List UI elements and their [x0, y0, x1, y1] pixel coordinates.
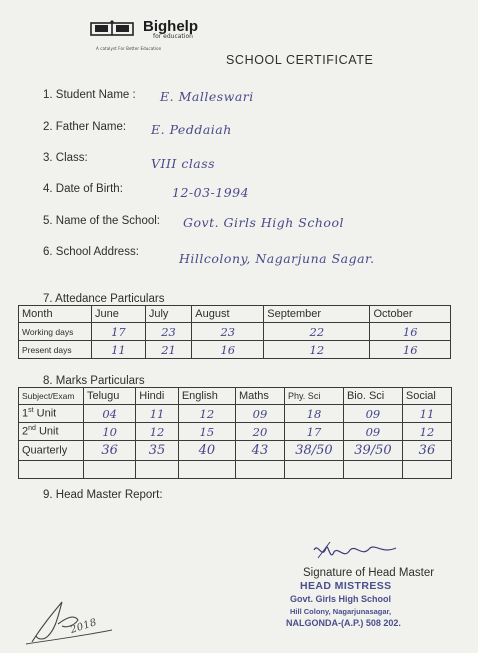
table-cell: 12 — [264, 341, 370, 359]
table-cell — [84, 461, 136, 479]
table-cell: 36 — [84, 441, 136, 461]
signature-caption: Signature of Head Master — [303, 567, 435, 579]
attendance-heading: 7. Attedance Particulars — [43, 293, 165, 305]
marks-heading: 8. Marks Particulars — [43, 375, 145, 387]
field-label-class: 3. Class: — [43, 152, 88, 164]
table-cell — [343, 461, 402, 479]
table-cell: 39/50 — [343, 441, 402, 461]
field-label-student-name: 1. Student Name : — [43, 89, 136, 101]
row-label-text: Unit — [35, 425, 59, 438]
table-cell: 16 — [192, 341, 264, 359]
table-row — [19, 423, 452, 441]
table-header-cell: July — [145, 306, 191, 323]
brand-subtitle: for education — [153, 33, 193, 40]
table-row-empty — [19, 461, 452, 479]
table-cell: 04 — [84, 405, 136, 423]
table-header-cell: Phy. Sci — [284, 388, 343, 405]
attendance-header-row — [19, 306, 451, 323]
table-row — [19, 405, 452, 423]
table-header-cell: Month — [19, 306, 92, 323]
table-cell — [136, 461, 179, 479]
table-cell: 09 — [343, 423, 402, 441]
row-label-suffix: nd — [28, 425, 36, 433]
book-logo-icon — [90, 20, 134, 36]
field-label-father-name: 2. Father Name: — [43, 121, 127, 133]
table-cell: 17 — [92, 323, 146, 341]
table-cell: 17 — [284, 423, 343, 441]
table-cell: 21 — [145, 341, 191, 359]
field-value-school-address: Hillcolony, Nagarjuna Sagar. — [179, 251, 375, 266]
row-label-number: 2 — [22, 425, 29, 438]
row-label — [19, 423, 84, 441]
table-cell: 12 — [178, 405, 235, 423]
table-row — [19, 323, 451, 341]
field-label-school-name: 5. Name of the School: — [43, 215, 160, 227]
field-label-school-address: 6. School Address: — [43, 246, 139, 258]
stamp-line-title: HEAD MISTRESS — [300, 580, 392, 592]
table-header-cell: English — [178, 388, 235, 405]
row-label: Present days — [19, 341, 92, 359]
table-cell: 36 — [402, 441, 451, 461]
table-cell: 23 — [145, 323, 191, 341]
table-cell: 43 — [235, 441, 284, 461]
field-value-student-name: E. Malleswari — [160, 89, 254, 104]
table-cell: 09 — [235, 405, 284, 423]
table-header-cell: June — [92, 306, 146, 323]
table-cell: 40 — [178, 441, 235, 461]
row-label: Working days — [19, 323, 92, 341]
document-title: SCHOOL CERTIFICATE — [226, 53, 374, 67]
field-value-date-of-birth: 12-03-1994 — [172, 185, 250, 200]
table-cell — [178, 461, 235, 479]
table-cell — [235, 461, 284, 479]
field-label-date-of-birth: 4. Date of Birth: — [43, 183, 123, 195]
table-cell: 09 — [343, 405, 402, 423]
table-cell: 23 — [192, 323, 264, 341]
row-label — [19, 441, 84, 461]
table-cell — [19, 461, 84, 479]
field-value-class: VIII class — [151, 156, 216, 171]
marks-header-row — [19, 388, 452, 405]
brand-tagline: A catalyst For Better Education — [96, 46, 162, 51]
row-label-text: Unit — [33, 407, 57, 420]
table-header-cell: August — [192, 306, 264, 323]
table-cell: 11 — [136, 405, 179, 423]
brand-name: Bighelp — [143, 18, 198, 35]
table-header-cell: Bio. Sci — [343, 388, 402, 405]
attendance-table — [18, 305, 451, 359]
head-master-report-heading: 9. Head Master Report: — [43, 489, 163, 501]
table-header-cell: Social — [402, 388, 451, 405]
table-header-cell: Subject/Exam — [19, 388, 84, 405]
table-cell: 38/50 — [284, 441, 343, 461]
table-cell: 10 — [84, 423, 136, 441]
row-label-number: 1 — [22, 407, 29, 420]
table-header-cell: September — [264, 306, 370, 323]
table-cell: 18 — [284, 405, 343, 423]
table-cell: 15 — [178, 423, 235, 441]
stamp-line-address: Hill Colony, Nagarjunasagar, — [290, 607, 392, 616]
table-row — [19, 341, 451, 359]
corner-signature — [22, 596, 122, 648]
table-cell: 16 — [370, 341, 451, 359]
table-header-cell: Hindi — [136, 388, 179, 405]
table-cell: 11 — [92, 341, 146, 359]
stamp-line-school: Govt. Girls High School — [290, 594, 392, 604]
row-label-number: Quarterly — [22, 444, 68, 457]
table-cell — [284, 461, 343, 479]
corner-note: 2018 — [68, 617, 99, 636]
table-cell: 35 — [136, 441, 179, 461]
table-cell: 12 — [402, 423, 451, 441]
field-value-father-name: E. Peddaiah — [151, 122, 232, 137]
table-cell — [402, 461, 451, 479]
table-header-cell: Telugu — [84, 388, 136, 405]
table-cell: 22 — [264, 323, 370, 341]
row-label-suffix: st — [28, 407, 34, 415]
table-header-cell: Maths — [235, 388, 284, 405]
table-header-cell: October — [370, 306, 451, 323]
table-cell: 11 — [402, 405, 451, 423]
field-value-school-name: Govt. Girls High School — [183, 215, 344, 230]
table-row — [19, 441, 452, 461]
stamp-line-district: NALGONDA-(A.P.) 508 202. — [286, 618, 401, 628]
table-cell: 12 — [136, 423, 179, 441]
row-label — [19, 405, 84, 423]
table-cell: 16 — [370, 323, 451, 341]
marks-table — [18, 387, 452, 479]
table-cell: 20 — [235, 423, 284, 441]
